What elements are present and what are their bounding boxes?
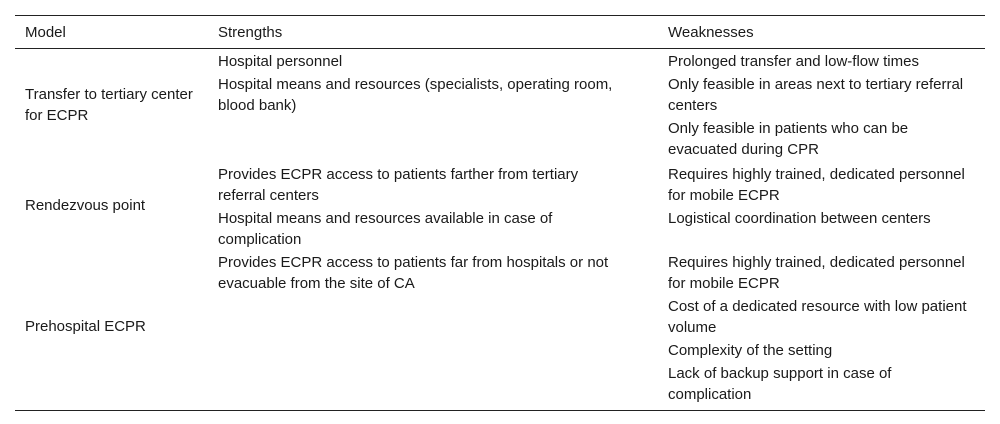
header-strengths: Strengths — [218, 24, 283, 41]
row-weaknesses — [668, 252, 968, 407]
row-weaknesses — [668, 164, 968, 231]
weakness-item: Cost of a dedicated resource with low patient volume — [668, 298, 967, 336]
row-weaknesses — [668, 51, 968, 162]
header-weaknesses: Weaknesses — [668, 24, 754, 41]
weakness-item: Logistical coordination between centers — [668, 210, 931, 227]
comparison-table — [15, 15, 985, 411]
row-model-transfer: Transfer to tertiary center for ECPR — [25, 86, 193, 124]
strength-item: Hospital means and resources available in case of complication — [218, 210, 553, 248]
table-row — [15, 162, 985, 250]
strength-item: Provides ECPR access to patients far from hospitals or not evacuable from the site of CA — [218, 254, 609, 292]
weakness-item: Requires highly trained, dedicated personnel for mobile ECPR — [668, 254, 965, 292]
weakness-item: Prolonged transfer and low-flow times — [668, 53, 919, 70]
strength-item: Hospital personnel — [218, 53, 343, 70]
table-header — [15, 16, 985, 49]
table-row — [15, 250, 985, 410]
row-strengths — [218, 164, 618, 252]
row-model-prehospital: Prehospital ECPR — [25, 318, 146, 335]
table-row — [15, 49, 985, 162]
strength-item: Provides ECPR access to patients farther from tertiary referral centers — [218, 166, 579, 204]
row-strengths — [218, 252, 618, 296]
weakness-item: Complexity of the setting — [668, 342, 833, 359]
weakness-item: Lack of backup support in case of complication — [668, 365, 892, 403]
row-model-rendezvous: Rendezvous point — [25, 197, 146, 214]
header-model: Model — [25, 24, 66, 41]
row-strengths — [218, 51, 618, 118]
weakness-item: Requires highly trained, dedicated personnel for mobile ECPR — [668, 166, 965, 204]
strength-item: Hospital means and resources (specialists, operating room, blood bank) — [218, 76, 613, 114]
weakness-item: Only feasible in areas next to tertiary referral centers — [668, 76, 964, 114]
weakness-item: Only feasible in patients who can be evacuated during CPR — [668, 120, 909, 158]
